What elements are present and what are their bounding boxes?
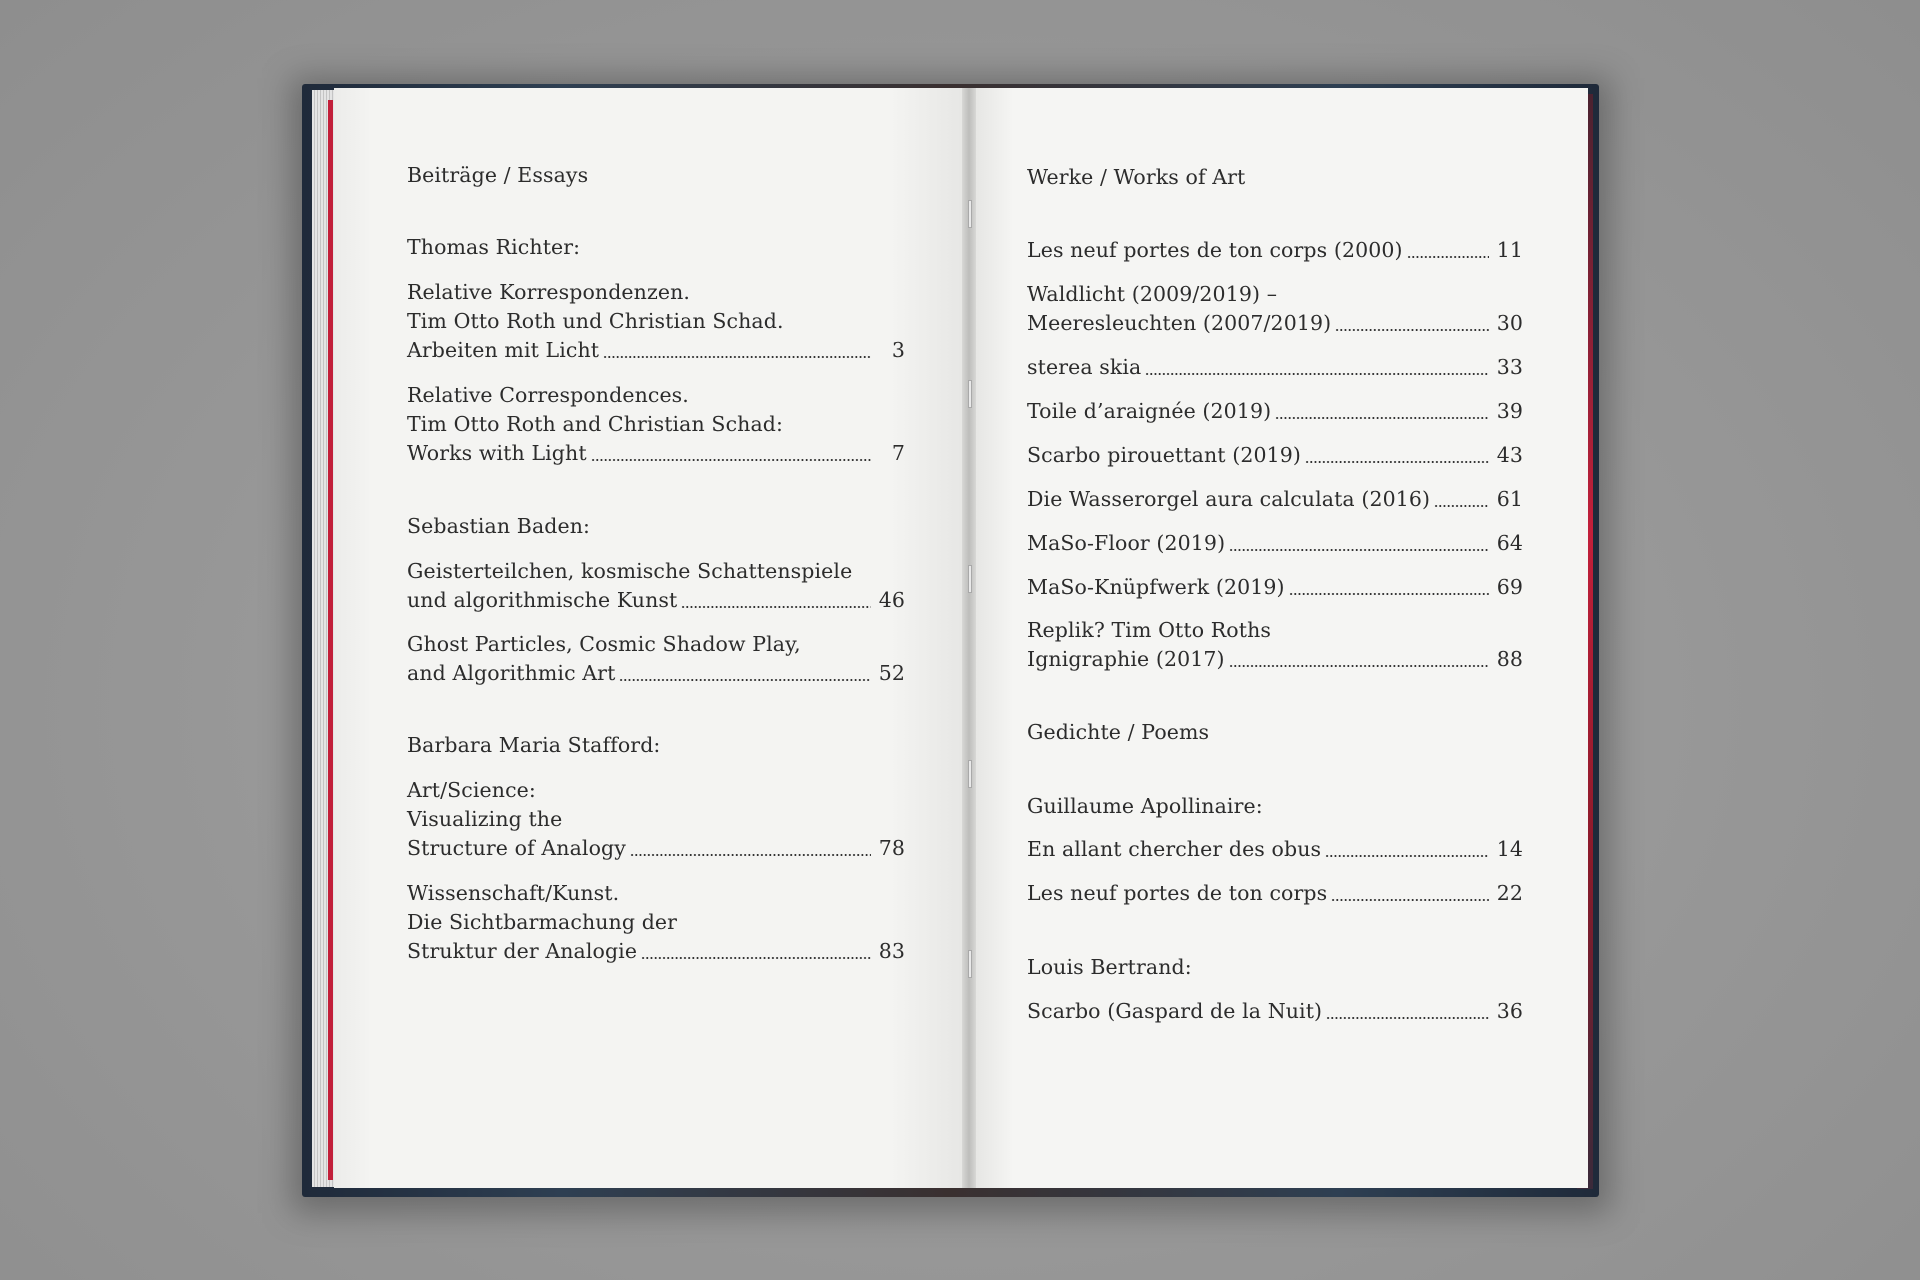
page-number: 78 (878, 836, 905, 860)
section-title: Werke / Works of Art (1027, 165, 1246, 189)
leader-dots (603, 356, 871, 358)
toc-entry[interactable] (1027, 573, 1523, 602)
entry-title: Struktur der Analogie (407, 939, 638, 963)
entry-title: Die Wasserorgel aura calculata (2016) (1027, 487, 1431, 511)
toc-entry[interactable] (1027, 997, 1523, 1026)
book-gutter (962, 88, 976, 1188)
page-number: 46 (878, 588, 905, 612)
binding-stitch (968, 380, 972, 408)
page-number: 69 (1496, 575, 1523, 599)
page-number: 52 (878, 661, 905, 685)
toc-entry[interactable] (1027, 441, 1523, 470)
toc-entry[interactable] (1027, 835, 1523, 864)
entry-line: Art/Science: (407, 778, 536, 802)
toc-entry[interactable] (407, 557, 905, 615)
entry-line: Visualizing the (407, 807, 563, 831)
leader-dots (591, 459, 871, 461)
binding-stitch (968, 200, 972, 228)
entry-title: Scarbo pirouettant (2019) (1027, 443, 1302, 467)
leader-dots (1326, 1017, 1489, 1019)
entry-title: Meeresleuchten (2007/2019) (1027, 311, 1332, 335)
entry-line: Tim Otto Roth und Christian Schad. (407, 309, 784, 333)
entry-title: Les neuf portes de ton corps (2000) (1027, 238, 1403, 262)
binding-stitch (968, 565, 972, 593)
author-name: Louis Bertrand: (1027, 955, 1192, 979)
toc-entry[interactable] (1027, 485, 1523, 514)
toc-entry[interactable] (407, 630, 905, 688)
entry-title: und algorithmische Kunst (407, 588, 678, 612)
entry-title: and Algorithmic Art (407, 661, 616, 685)
entry-title: Works with Light (407, 441, 587, 465)
binding-stitch (968, 950, 972, 978)
page-number: 39 (1496, 399, 1523, 423)
page-number: 88 (1496, 647, 1523, 671)
author-name: Thomas Richter: (407, 235, 581, 259)
leader-dots (1325, 855, 1489, 857)
binding-stitch (968, 760, 972, 788)
toc-entry[interactable] (1027, 879, 1523, 908)
page-number: 14 (1496, 837, 1523, 861)
leader-dots (619, 679, 871, 681)
toc-entry[interactable] (407, 879, 905, 966)
entry-title: Les neuf portes de ton corps (1027, 881, 1328, 905)
toc-entry[interactable] (407, 278, 905, 365)
leader-dots (1275, 417, 1489, 419)
entry-line: Ghost Particles, Cosmic Shadow Play, (407, 632, 801, 656)
entry-title: Arbeiten mit Licht (407, 338, 600, 362)
page-number: 64 (1496, 531, 1523, 555)
entry-title: MaSo-Floor (2019) (1027, 531, 1226, 555)
page-number: 36 (1496, 999, 1523, 1023)
section-title: Beiträge / Essays (407, 163, 589, 187)
leader-dots (1434, 505, 1489, 507)
page-number: 3 (891, 338, 905, 362)
page-number: 61 (1496, 487, 1523, 511)
page-number: 30 (1496, 311, 1523, 335)
entry-line: Geisterteilchen, kosmische Schattenspiele (407, 559, 853, 583)
leader-dots (1289, 593, 1489, 595)
toc-entry[interactable] (1027, 236, 1523, 265)
page-number: 11 (1496, 238, 1523, 262)
page-number: 22 (1496, 881, 1523, 905)
leader-dots (1229, 665, 1489, 667)
toc-entry[interactable] (407, 381, 905, 468)
page-number: 7 (891, 441, 905, 465)
page-number: 33 (1496, 355, 1523, 379)
ribbon-edge (328, 100, 333, 1180)
entry-line: Relative Korrespondenzen. (407, 280, 691, 304)
leader-dots (630, 854, 871, 856)
page-number: 43 (1496, 443, 1523, 467)
page-number: 83 (878, 939, 905, 963)
toc-entry[interactable] (1027, 280, 1523, 338)
leader-dots (641, 957, 871, 959)
toc-entry[interactable] (1027, 529, 1523, 558)
entry-title: MaSo-Knüpfwerk (2019) (1027, 575, 1285, 599)
toc-entry[interactable] (1027, 353, 1523, 382)
leader-dots (1229, 549, 1489, 551)
entry-title: Ignigraphie (2017) (1027, 647, 1225, 671)
entry-line: Waldlicht (2009/2019) – (1027, 282, 1278, 306)
author-name: Guillaume Apollinaire: (1027, 794, 1263, 818)
entry-title: En allant chercher des obus (1027, 837, 1322, 861)
leader-dots (681, 606, 871, 608)
leader-dots (1305, 461, 1489, 463)
section-title: Gedichte / Poems (1027, 720, 1210, 744)
entry-title: Scarbo (Gaspard de la Nuit) (1027, 999, 1323, 1023)
entry-title: sterea skia (1027, 355, 1142, 379)
entry-line: Tim Otto Roth and Christian Schad: (407, 412, 784, 436)
leader-dots (1145, 373, 1489, 375)
leader-dots (1331, 899, 1489, 901)
author-name: Sebastian Baden: (407, 514, 591, 538)
entry-line: Die Sichtbarmachung der (407, 910, 678, 934)
entry-line: Replik? Tim Otto Roths (1027, 618, 1271, 642)
entry-title: Structure of Analogy (407, 836, 626, 860)
entry-title: Toile d’araignée (2019) (1027, 399, 1272, 423)
entry-line: Relative Correspondences. (407, 383, 689, 407)
toc-entry[interactable] (407, 776, 905, 863)
entry-line: Wissenschaft/Kunst. (407, 881, 620, 905)
toc-entry[interactable] (1027, 616, 1523, 674)
toc-entry[interactable] (1027, 397, 1523, 426)
leader-dots (1407, 256, 1489, 258)
leader-dots (1335, 329, 1489, 331)
author-name: Barbara Maria Stafford: (407, 733, 661, 757)
